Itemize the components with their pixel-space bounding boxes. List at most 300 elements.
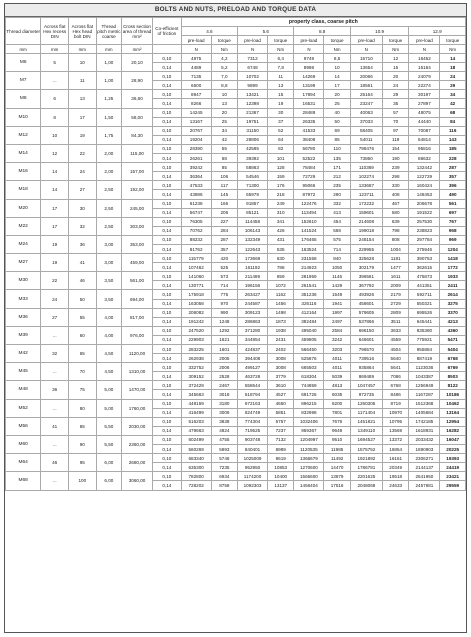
friction-coefficient: 0,14 — [153, 99, 182, 108]
hex-recess-size: 46 — [41, 454, 69, 472]
bolt-size: M48 — [6, 381, 41, 399]
torque-value: 639 — [382, 217, 409, 226]
preload-value: 130771 — [181, 281, 211, 290]
units-row — [6, 45, 466, 54]
torque-value: 10970 — [382, 408, 409, 417]
torque-value: 12954 — [440, 417, 466, 426]
preload-value: 558644 — [238, 381, 268, 390]
preload-value: 42585 — [238, 144, 268, 153]
torque-value: 808 — [382, 235, 409, 244]
hex-recess-size: 24 — [41, 290, 69, 308]
hex-bolt-size: 19 — [69, 126, 97, 144]
preload-value: 2457681 — [409, 481, 440, 490]
preload-value: 56747 — [181, 208, 211, 217]
thread-pitch: 5,00 — [96, 399, 121, 417]
torque-value: 1772 — [440, 263, 466, 272]
preload-value: 275946 — [409, 244, 440, 253]
preload-value: 61238 — [181, 199, 211, 208]
hex-bolt-size: 55 — [69, 308, 97, 326]
bolt-size: M6 — [6, 54, 41, 72]
preload-value: 371280 — [238, 326, 268, 335]
torque-value: 630 — [267, 254, 294, 263]
torque-value: 69 — [324, 126, 351, 135]
cross-section-area: 36,60 — [122, 90, 153, 108]
preload-value: 159601 — [350, 208, 382, 217]
preload-value: 95816 — [409, 144, 440, 153]
header-torque: torque — [382, 36, 409, 45]
friction-coefficient: 0,14 — [153, 135, 182, 144]
torque-value: 798 — [382, 226, 409, 235]
torque-value: 97 — [382, 126, 409, 135]
preload-value: 1921892 — [350, 454, 382, 463]
torque-value: 206 — [211, 208, 238, 217]
cross-section-area: 3060,00 — [122, 472, 153, 490]
torque-value: 775 — [211, 290, 238, 299]
torque-value: 859 — [267, 272, 294, 281]
torque-value: 20 — [211, 108, 238, 117]
preload-value: 2201625 — [350, 472, 382, 481]
torque-value: 3275 — [440, 299, 466, 308]
preload-value: 448159 — [181, 399, 211, 408]
preload-value: 28390 — [181, 144, 211, 153]
preload-value: 840401 — [238, 445, 268, 454]
torque-value: 19 — [267, 99, 294, 108]
hex-recess-size: 27 — [41, 308, 69, 326]
hex-bolt-size: 85 — [69, 417, 97, 435]
hex-bolt-size: 10 — [69, 54, 97, 72]
torque-value: 1204 — [440, 244, 466, 253]
preload-value: 952950 — [238, 463, 268, 472]
torque-value: 135 — [324, 154, 351, 163]
friction-coefficient: 0,14 — [153, 81, 182, 90]
bolt-size: M24 — [6, 235, 41, 253]
preload-value: 7312 — [238, 54, 268, 63]
preload-value: 38408 — [294, 135, 324, 144]
torque-value: 24419 — [440, 463, 466, 472]
preload-value: 54011 — [350, 135, 382, 144]
hex-bolt-size: 41 — [69, 254, 97, 272]
preload-value: 122729 — [409, 172, 440, 181]
preload-value: 739516 — [350, 354, 382, 363]
friction-coefficient: 0,10 — [153, 163, 182, 172]
preload-value: 113494 — [294, 208, 324, 217]
torque-value: 1938 — [267, 326, 294, 335]
unit-cell: Nm — [324, 45, 351, 54]
cross-section-area: 561,00 — [122, 272, 153, 290]
cross-section-area: 2680,00 — [122, 454, 153, 472]
torque-value: 1997 — [324, 308, 351, 317]
thread-pitch: 4,50 — [96, 345, 121, 363]
hex-recess-size: 41 — [41, 417, 69, 435]
preload-value: 40063 — [350, 108, 382, 117]
preload-value: 309123 — [238, 308, 268, 317]
preload-value: 283225 — [181, 345, 211, 354]
preload-value: 2144137 — [409, 463, 440, 472]
torque-value: 6768 — [440, 354, 466, 363]
preload-value: 238823 — [409, 226, 440, 235]
unit-cell: N — [409, 45, 440, 54]
preload-value: 2033432 — [409, 435, 440, 444]
preload-value: 744859 — [294, 381, 324, 390]
torque-value: 697 — [440, 208, 466, 217]
preload-value: 27897 — [409, 99, 440, 108]
preload-value: 13167 — [181, 117, 211, 126]
preload-value: 15710 — [350, 54, 382, 63]
torque-value: 767 — [440, 217, 466, 226]
preload-value: 152610 — [294, 217, 324, 226]
torque-value: 6,4 — [267, 54, 294, 63]
preload-value: 618304 — [294, 372, 324, 381]
table-row — [6, 399, 466, 408]
hex-bolt-size: 36 — [69, 235, 97, 253]
preload-value: 394408 — [238, 354, 268, 363]
class-8-8: 8.8 — [294, 27, 350, 36]
thread-pitch: 3,00 — [96, 254, 121, 272]
friction-coefficient: 0,10 — [153, 217, 182, 226]
bolt-size: M68 — [6, 472, 41, 490]
table-row — [6, 435, 466, 444]
torque-value: 2006 — [211, 363, 238, 372]
hex-bolt-size: 80 — [69, 399, 97, 417]
header-coefficient: Co-efficient of friction — [153, 18, 182, 45]
preload-value: 58405 — [350, 126, 382, 135]
hex-recess-size: ... — [41, 363, 69, 381]
preload-value: 47533 — [181, 181, 211, 190]
preload-value: 176465 — [294, 235, 324, 244]
bolt-size: M14 — [6, 144, 41, 162]
torque-value: 2497 — [324, 317, 351, 326]
torque-value: 6934 — [211, 472, 238, 481]
torque-value: 3006 — [211, 408, 238, 417]
torque-value: 5851 — [267, 408, 294, 417]
friction-coefficient: 0,10 — [153, 126, 182, 135]
friction-coefficient: 0,10 — [153, 399, 182, 408]
preload-value: 58863 — [238, 163, 268, 172]
class-4-6: 4.6 — [181, 27, 237, 36]
preload-value: 782800 — [181, 472, 211, 481]
torque-value: 106 — [211, 172, 238, 181]
torque-value: 1050 — [324, 263, 351, 272]
hex-bolt-size: 65 — [69, 345, 97, 363]
unit-cell: N — [238, 45, 268, 54]
preload-value: 1890903 — [409, 445, 440, 454]
torque-value: 8619 — [267, 454, 294, 463]
preload-value: 25164 — [350, 90, 382, 99]
torque-value: 332 — [324, 199, 351, 208]
table-row — [6, 126, 466, 135]
torque-value: 13879 — [324, 472, 351, 481]
torque-value: 16161 — [382, 454, 409, 463]
torque-value: 1162 — [267, 290, 294, 299]
torque-value: 341 — [267, 217, 294, 226]
preload-value: 132349 — [238, 235, 268, 244]
preload-value: 65979 — [238, 190, 268, 199]
preload-value: 148453 — [409, 190, 440, 199]
class-10-9: 10.9 — [350, 27, 409, 36]
hex-recess-size: 14 — [41, 163, 69, 181]
table-row — [6, 181, 466, 190]
torque-value: 15 — [267, 90, 294, 99]
torque-value: 239 — [382, 163, 409, 172]
torque-value: 13164 — [440, 408, 466, 417]
header-property-class: property class, coarse pitch — [181, 18, 465, 27]
torque-value: 159 — [267, 172, 294, 181]
torque-value: 128 — [267, 163, 294, 172]
torque-value: 287 — [440, 163, 466, 172]
preload-value: 1349110 — [350, 426, 382, 435]
thread-pitch: 6,00 — [96, 454, 121, 472]
cross-section-area: 1310,00 — [122, 363, 153, 381]
preload-value: 459805 — [294, 335, 324, 344]
bolt-size: M12 — [6, 126, 41, 144]
torque-value: 5757 — [267, 417, 294, 426]
preload-value: 229903 — [181, 335, 211, 344]
preload-value: 362615 — [409, 263, 440, 272]
preload-value: 869489 — [350, 372, 382, 381]
torque-value: 568 — [324, 226, 351, 235]
torque-value: 5746 — [211, 454, 238, 463]
torque-value: 535 — [267, 244, 294, 253]
torque-value: 13372 — [382, 435, 409, 444]
torque-value: 284 — [211, 226, 238, 235]
preload-value: 107462 — [181, 263, 211, 272]
torque-value: 190 — [382, 154, 409, 163]
torque-value: 19518 — [382, 472, 409, 481]
friction-coefficient: 0,14 — [153, 172, 182, 181]
torque-value: 10 — [211, 90, 238, 99]
torque-value: 13 — [267, 81, 294, 90]
preload-value: 382484 — [294, 317, 324, 326]
cross-section-area: 115,00 — [122, 144, 153, 162]
torque-value: 11492 — [324, 454, 351, 463]
preload-value: 41533 — [294, 126, 324, 135]
preload-value: 896215 — [294, 399, 324, 408]
preload-value: 115779 — [181, 254, 211, 263]
preload-value: 345663 — [181, 390, 211, 399]
friction-coefficient: 0,10 — [153, 308, 182, 317]
preload-value: 160424 — [409, 181, 440, 190]
preload-value: 424837 — [238, 345, 268, 354]
hex-recess-size: 36 — [41, 381, 69, 399]
unit-cell: N — [294, 45, 324, 54]
torque-value: 52 — [267, 126, 294, 135]
preload-value: 163058 — [181, 299, 211, 308]
preload-value: 887419 — [409, 354, 440, 363]
preload-value: 19204 — [181, 135, 211, 144]
friction-coefficient: 0,14 — [153, 281, 182, 290]
friction-coefficient: 0,14 — [153, 263, 182, 272]
friction-coefficient: 0,10 — [153, 454, 182, 463]
torque-value: 1292 — [211, 326, 238, 335]
torque-value: 969 — [440, 235, 466, 244]
preload-value: 691726 — [294, 390, 324, 399]
hex-recess-size: 14 — [41, 181, 69, 199]
torque-value: 420 — [211, 254, 238, 263]
header-thread-diameter: Thread diameter — [6, 18, 41, 45]
torque-value: 2005 — [211, 354, 238, 363]
preload-value: 30197 — [409, 90, 440, 99]
preload-value: 835380 — [409, 326, 440, 335]
preload-value: 102274 — [350, 172, 382, 181]
hex-bolt-size: 30 — [69, 199, 97, 217]
preload-value: 479663 — [181, 426, 211, 435]
preload-value: 774304 — [238, 417, 268, 426]
preload-value: 10702 — [238, 72, 268, 81]
table-row — [6, 217, 466, 226]
torque-value: 2729 — [382, 299, 409, 308]
preload-value: 624749 — [238, 408, 268, 417]
friction-coefficient: 0,10 — [153, 272, 182, 281]
preload-value: 6600 — [181, 81, 211, 90]
friction-coefficient: 0,14 — [153, 226, 182, 235]
torque-value: 9649 — [324, 426, 351, 435]
torque-value: 25 — [211, 117, 238, 126]
preload-value: 23247 — [350, 99, 382, 108]
torque-value: 3018 — [211, 390, 238, 399]
preload-value: 286863 — [238, 317, 268, 326]
preload-value: 91857 — [238, 199, 268, 208]
preload-value: 495040 — [294, 326, 324, 335]
preload-value: 20767 — [181, 126, 211, 135]
preload-value: 351236 — [294, 290, 324, 299]
torque-value: 561 — [440, 199, 466, 208]
torque-value: 7676 — [324, 417, 351, 426]
friction-coefficient: 0,10 — [153, 54, 182, 63]
preload-value: 262938 — [181, 354, 211, 363]
friction-coefficient: 0,10 — [153, 144, 182, 153]
preload-value: 1120535 — [294, 445, 324, 454]
friction-coefficient: 0,14 — [153, 154, 182, 163]
preload-value: 1405684 — [409, 408, 440, 417]
torque-value: 249 — [267, 199, 294, 208]
hex-bolt-size: 90 — [69, 435, 97, 453]
hex-bolt-size: 32 — [69, 217, 97, 235]
table-row — [6, 290, 466, 299]
hex-recess-size: ... — [41, 399, 69, 417]
torque-value: 70 — [382, 117, 409, 126]
torque-value: 5471 — [440, 335, 466, 344]
torque-table — [5, 17, 466, 491]
torque-value: 1456 — [267, 299, 294, 308]
torque-value: 1601 — [211, 345, 238, 354]
bolt-size: M30 — [6, 272, 41, 290]
unit-cell: mm — [69, 45, 97, 54]
torque-value: 8122 — [440, 381, 466, 390]
preload-value: 2641950 — [409, 472, 440, 481]
preload-value: 81762 — [181, 244, 211, 253]
thread-pitch: 3,50 — [96, 272, 121, 290]
header-across-flat-hex-recess: Across flat Hex recess DIN — [41, 18, 69, 45]
torque-value: 714 — [211, 281, 238, 290]
unit-cell: Nm — [382, 45, 409, 54]
hex-recess-size: ... — [41, 326, 69, 344]
preload-value: 1174200 — [238, 472, 268, 481]
torque-value: 2528 — [211, 372, 238, 381]
preload-value: 26261 — [181, 154, 211, 163]
friction-coefficient: 0,14 — [153, 335, 182, 344]
preload-value: 516203 — [181, 417, 211, 426]
torque-value: 17516 — [324, 481, 351, 490]
cross-section-area: 58,00 — [122, 108, 153, 126]
hex-bolt-size: 60 — [69, 326, 97, 344]
torque-value: 10400 — [267, 472, 294, 481]
friction-coefficient: 0,14 — [153, 445, 182, 454]
torque-value: 525 — [211, 263, 238, 272]
table-row — [6, 254, 466, 263]
class-5-6: 5.6 — [238, 27, 294, 36]
torque-value: 1873 — [267, 317, 294, 326]
cross-section-area: 976,00 — [122, 326, 153, 344]
torque-value: 990 — [211, 308, 238, 317]
preload-value: 31150 — [238, 126, 268, 135]
bolt-size: M22 — [6, 217, 41, 235]
preload-value: 326116 — [294, 299, 324, 308]
table-row — [6, 163, 466, 172]
data-sheet — [4, 3, 467, 633]
thread-pitch: 1,25 — [96, 90, 121, 108]
preload-value: 645441 — [409, 317, 440, 326]
torque-value: 34 — [440, 90, 466, 99]
torque-value: 3203 — [324, 345, 351, 354]
bolt-size: M8 — [6, 90, 41, 108]
hex-bolt-size: 22 — [69, 144, 97, 162]
friction-coefficient: 0,10 — [153, 381, 182, 390]
torque-value: 16282 — [440, 426, 466, 435]
torque-value: 4650 — [267, 399, 294, 408]
preload-value: 173668 — [238, 254, 268, 263]
preload-value: 72729 — [294, 172, 324, 181]
friction-coefficient: 0,10 — [153, 90, 182, 99]
preload-value: 196156 — [238, 281, 268, 290]
preload-value: 214923 — [294, 263, 324, 272]
friction-coefficient: 0,14 — [153, 299, 182, 308]
preload-value: 728202 — [181, 481, 211, 490]
table-row — [6, 144, 466, 153]
torque-value: 408 — [382, 190, 409, 199]
torque-value: 330 — [382, 181, 409, 190]
preload-value: 175918 — [181, 290, 211, 299]
torque-value: 13569 — [382, 426, 409, 435]
preload-value: 110369 — [350, 163, 382, 172]
torque-value: 12 — [382, 54, 409, 63]
preload-value: 19751 — [238, 117, 268, 126]
friction-coefficient: 0,14 — [153, 408, 182, 417]
cross-section-area: 157,00 — [122, 163, 153, 181]
preload-value: 206082 — [181, 308, 211, 317]
hex-recess-size: 22 — [41, 272, 69, 290]
unit-cell: N — [350, 45, 382, 54]
bolt-size: M10 — [6, 108, 41, 126]
preload-value: 832998 — [294, 408, 324, 417]
preload-value: 71300 — [238, 181, 268, 190]
preload-value: 566450 — [294, 345, 324, 354]
preload-value: 106143 — [238, 226, 268, 235]
preload-value: 214608 — [350, 217, 382, 226]
table-row — [6, 308, 466, 317]
preload-value: 15184 — [409, 63, 440, 72]
torque-value: 20 — [324, 90, 351, 99]
hex-recess-size: 5 — [41, 54, 69, 72]
torque-value: 85 — [211, 163, 238, 172]
preload-value: 672163 — [238, 399, 268, 408]
preload-value: 17894 — [294, 90, 324, 99]
friction-coefficient: 0,10 — [153, 326, 182, 335]
bolt-size: M33 — [6, 290, 41, 308]
preload-value: 16531 — [294, 99, 324, 108]
unit-cell: Nm — [211, 45, 238, 54]
torque-value: 467 — [382, 199, 409, 208]
torque-value: 84 — [440, 117, 466, 126]
